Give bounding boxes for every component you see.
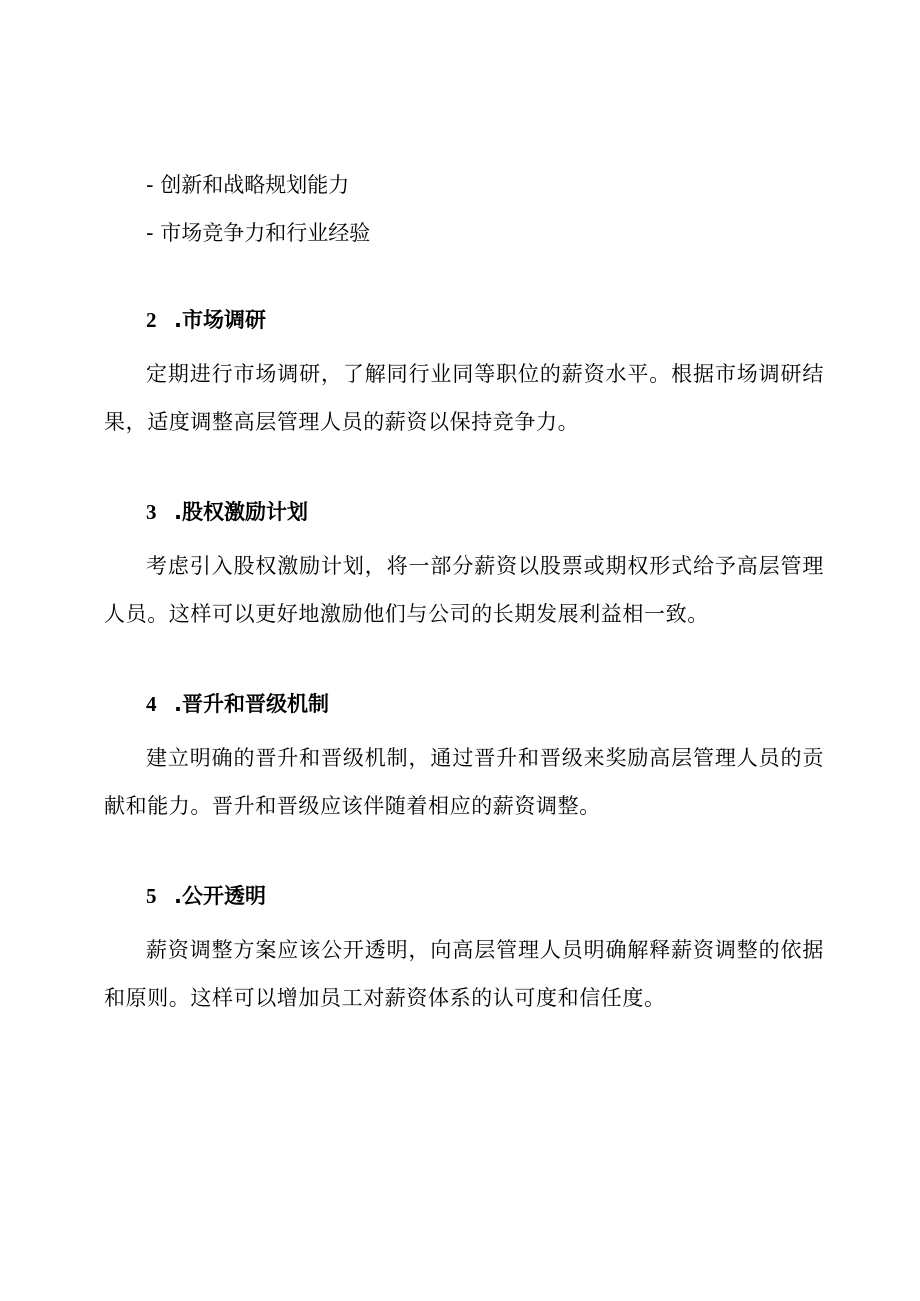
section-paragraph: 薪资调整方案应该公开透明，向高层管理人员明确解释薪资调整的依据和原则。这样可以增加员工对薪资体系的认可度和信任度。 xyxy=(104,938,824,1010)
section-transparency xyxy=(104,884,824,1022)
section-paragraph: 定期进行市场调研，了解同行业同等职位的薪资水平。根据市场调研结果，适度调整高层管理人员的薪资以保持竞争力。 xyxy=(104,362,824,434)
section-market-research xyxy=(104,308,824,446)
bullet-item: - 市场竞争力和行业经验 xyxy=(146,221,371,245)
section-heading xyxy=(146,500,824,525)
bullet-item: - 创新和战略规划能力 xyxy=(146,173,350,197)
section-title: .股权激励计划 xyxy=(174,500,308,524)
section-title: .公开透明 xyxy=(174,884,266,908)
section-number: 2 xyxy=(146,308,157,332)
section-title: .晋升和晋级机制 xyxy=(174,692,329,716)
section-paragraph: 建立明确的晋升和晋级机制，通过晋升和晋级来奖励高层管理人员的贡献和能力。晋升和晋级应该伴随着相应的薪资调整。 xyxy=(104,746,824,818)
section-number: 4 xyxy=(146,692,157,716)
section-number: 3 xyxy=(146,500,157,524)
section-paragraph: 考虑引入股权激励计划，将一部分薪资以股票或期权形式给予高层管理人员。这样可以更好地激励他们与公司的长期发展利益相一致。 xyxy=(104,554,824,626)
section-heading xyxy=(146,884,824,909)
section-heading xyxy=(146,308,824,333)
section-promotion-mechanism xyxy=(104,692,824,830)
bullet-list xyxy=(146,173,370,269)
section-number: 5 xyxy=(146,884,157,908)
section-equity-incentive xyxy=(104,500,824,638)
section-heading xyxy=(146,692,824,717)
section-title: .市场调研 xyxy=(174,308,266,332)
